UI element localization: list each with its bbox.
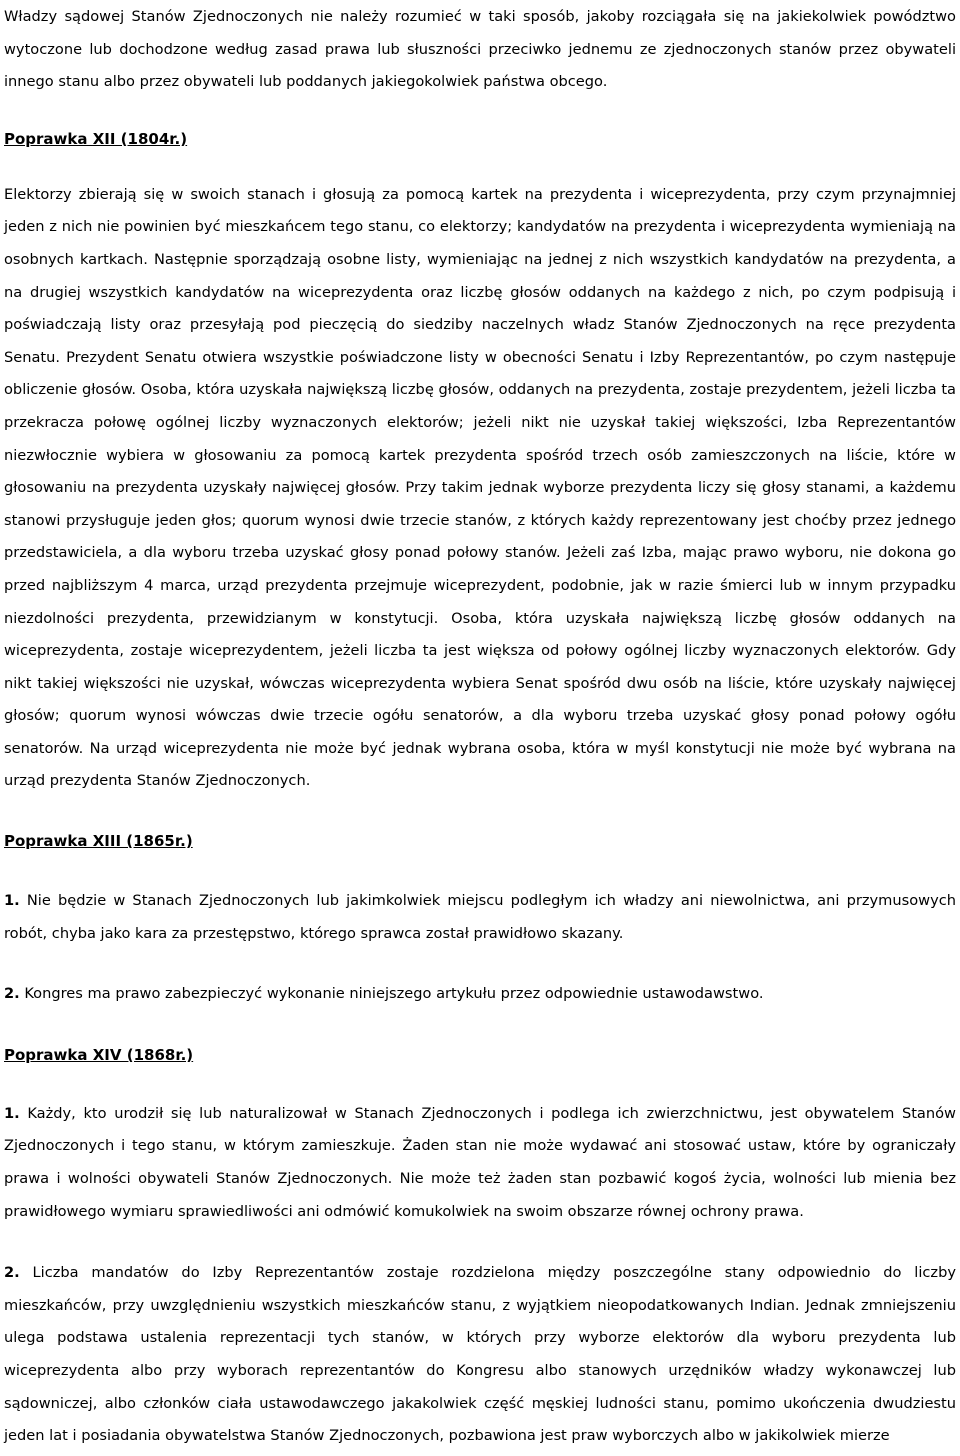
amendment-xii-heading: Poprawka XII (1804r.)	[4, 129, 188, 148]
amendment-xii-text: Elektorzy zbierają się w swoich stanach i głosują za pomocą kartek na prezydenta i wiceprezydenta, przy czym przynajmniej jeden z nich nie powinien być mieszkańcem tego stanu, co elektorzy; kandydatów na prezydenta i wiceprezydenta wymieniają na osobnych kartkach. Następnie sporządzają osobne listy, wymieniając na jednej z nich wszystkich kandydatów na prezydenta, a na drugiej wszystkich kandydatów na wiceprezydenta oraz liczbę głosów oddanych na każdego z nich, po czym podpisują i poświadczają listy oraz przesyłają pod pieczęcią do siedziby naczelnych władz Stanów Zjednoczonych na ręce prezydenta Senatu. Prezydent Senatu otwiera wszystkie poświadczone listy w obecności Senatu i Izby Reprezentantów, po czym następuje obliczenie głosów. Osoba, która uzyskała największą liczbę głosów, oddanych na prezydenta, zostaje prezydentem, jeżeli liczba ta przekracza połowę ogólnej liczby wyznaczonych elektorów; jeżeli nikt nie uzyskał takiej większości, Izba Reprezentantów niezwłocznie wybiera w głosowaniu za pomocą kartek prezydenta spośród trzech osób zamieszczonych na liście, które w głosowaniu na prezydenta uzyskały najwięcej głosów. Przy takim jednak wyborze prezydenta liczy się głosy stanami, a każdemu stanowi przysługuje jeden głos; quorum wynosi dwie trzecie stanów, z których każdy reprezentowany jest choćby przez jednego przedstawiciela, a dla wyboru trzeba uzyskać głosy ponad połowy stanów. Jeżeli zaś Izba, mając prawo wyboru, nie dokona go przed najbliższym 4 marca, urząd prezydenta przejmuje wiceprezydent, podobnie, jak w razie śmierci lub w innym przypadku niezdolności prezydenta, przewidzianym w konstytucji. Osoba, która uzyskała największą liczbę głosów oddanych na wiceprezydenta, zostaje wiceprezydentem, jeżeli liczba ta jest większa od połowy ogólnej liczby wyznaczonych elektorów. Gdy nikt takiej większości nie uzyskał, wówczas wiceprezydenta wybiera Senat spośród dwu osób na liście, które uzyskały najwięcej głosów; quorum wynosi wówczas dwie trzecie ogółu senatorów, a dla wyboru trzeba uzyskać głosy ponad połowy ogółu senatorów. Na urząd wiceprezydenta nie może być jednak wybrana osoba, która w myśl konstytucji nie może być wybrana na urząd prezydenta Stanów Zjednoczonych.	[4, 185, 956, 790]
amendment-xiv-section-1	[4, 1098, 956, 1228]
intro-paragraph: Władzy sądowej Stanów Zjednoczonych nie należy rozumieć w taki sposób, jakoby rozciągała się na jakiekolwiek powództwo wytoczone lub dochodzone według zasad prawa lub słuszności przeciwko jednemu ze zjednoczonych stanów przez obywateli innego stanu albo przez obywateli lub poddanych jakiegokolwiek państwa obcego.	[4, 8, 956, 91]
amendment-xiii-section-1	[4, 885, 956, 950]
section-number: 2.	[4, 985, 20, 1003]
section-text: Każdy, kto urodził się lub naturalizował w Stanach Zjednoczonych i podlega ich zwierzchnictwu, jest obywatelem Stanów Zjednoczonych i tego stanu, w którym zamieszkuje. Żaden stan nie może wydawać ani stosować ustaw, które by ograniczały prawa i wolności obywateli Stanów Zjednoczonych. Nie może też żaden stan pozbawić kogoś życia, wolności lub mienia bez prawidłowego wymiaru sprawiedliwości ani odmówić komukolwiek na swoim obszarze równej ochrony prawa.	[4, 1104, 956, 1220]
section-text: Liczba mandatów do Izby Reprezentantów zostaje rozdzielona między poszczególne stany odpowiednio do liczby mieszkańców, przy uwzględnieniu wszystkich mieszkańców stanu, z wyjątkiem nieopodatkowanych Indian. Jednak zmniejszeniu ulega podstawa ustalenia reprezentacji tych stanów, w których przy wyborze elektorów dla wyboru prezydenta lub wiceprezydenta albo przy wyborach reprezentantów do Kongresu albo stanowych urzędników władzy wykonawczej lub sądowniczej, albo członków ciała ustawodawczego jakakolwiek część męskiej ludności stanu, pomimo ukończenia dwudziestu jeden lat i posiadania obywatelstwa Stanów Zjednoczonych, pozbawiona jest praw wyborczych albo w jakikolwiek mierze	[4, 1264, 956, 1445]
amendment-xiv-section-2	[4, 1257, 956, 1453]
section-text: Kongres ma prawo zabezpieczyć wykonanie niniejszego artykułu przez odpowiednie ustawodawstwo.	[19, 985, 764, 1003]
section-number: 1.	[4, 892, 20, 910]
amendment-xiii-section-2	[4, 978, 956, 1011]
section-number: 1.	[4, 1104, 20, 1122]
document-page	[4, 0, 956, 1453]
amendment-xiii-heading: Poprawka XIII (1865r.)	[4, 832, 193, 851]
section-number: 2.	[4, 1264, 20, 1282]
amendment-xiv-heading: Poprawka XIV (1868r.)	[4, 1045, 194, 1064]
section-text: Nie będzie w Stanach Zjednoczonych lub jakimkolwiek miejscu podległym ich władzy ani niewolnictwa, ani przymusowych robót, chyba jako kara za przestępstwo, którego sprawca został prawidłowo skazany.	[4, 892, 956, 942]
